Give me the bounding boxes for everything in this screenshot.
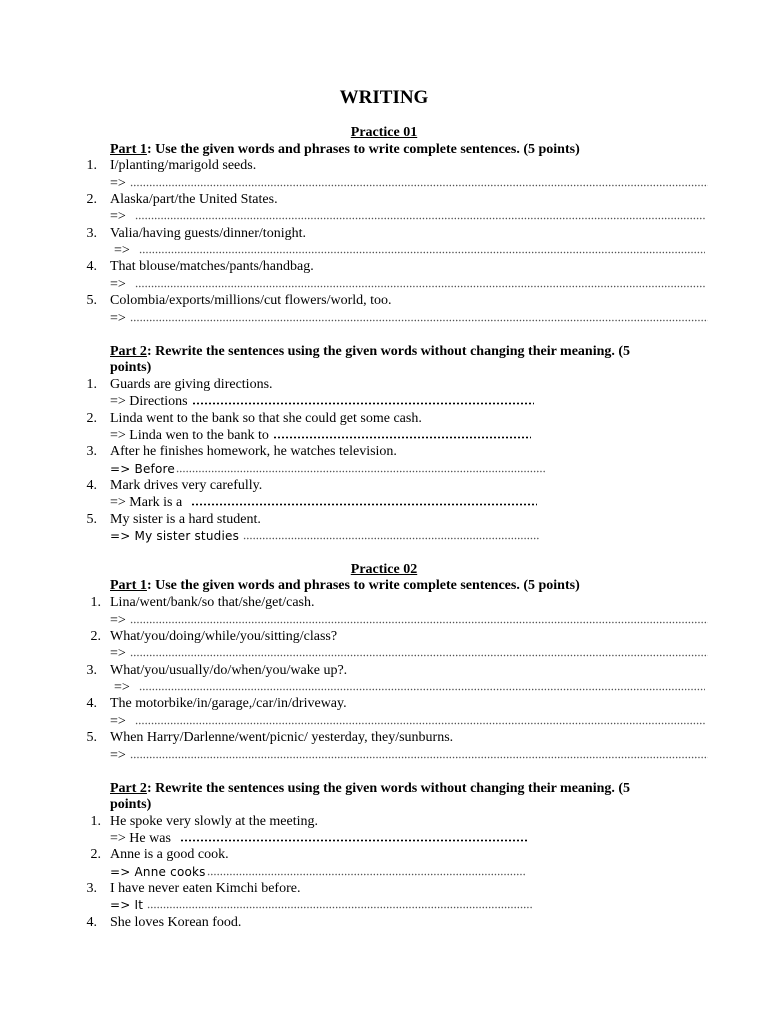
answer-line[interactable]: => [114, 679, 712, 696]
item-number: 5. [86, 730, 97, 745]
exercise-prompt: Mark drives very carefully. [110, 478, 263, 493]
exercise-prompt: When Harry/Darlenne/went/picnic/ yesterday, they/sunburns. [110, 730, 454, 745]
exercise-prompt: Lina/went/bank/so that/she/get/cash. [110, 595, 315, 610]
exercise-prompt: Guards are giving directions. [110, 377, 273, 392]
item-number: 5. [86, 512, 97, 527]
answer-line[interactable]: => [110, 276, 712, 293]
p2-part1-instruction: Part 1: Use the given words and phrases to write complete sentences. (5 points) [110, 578, 580, 593]
answer-line[interactable]: => [110, 208, 712, 225]
exercise-prompt: Alaska/part/the United States. [110, 192, 278, 207]
page-title: WRITING [339, 87, 429, 108]
item-number: 4. [86, 696, 97, 711]
item-number: 2. [86, 411, 97, 426]
answer-line[interactable]: => My sister studies [110, 528, 712, 545]
answer-line[interactable]: => [110, 747, 712, 764]
item-number: 2. [90, 629, 101, 644]
exercise-prompt: The motorbike/in/garage,/car/in/driveway. [110, 696, 347, 711]
item-number: 4. [86, 915, 97, 930]
item-number: 3. [86, 226, 97, 241]
answer-line[interactable]: => He was [110, 830, 712, 847]
item-number: 3. [86, 444, 97, 459]
exercise-prompt: What/you/doing/while/you/sitting/class? [110, 629, 338, 644]
exercise-prompt: He spoke very slowly at the meeting. [110, 814, 319, 829]
p2-part2-instruction: Part 2: Rewrite the sentences using the given words without changing their meaning. (5 [110, 781, 631, 796]
exercise-prompt: After he finishes homework, he watches television. [110, 444, 397, 459]
item-number: 1. [90, 595, 101, 610]
answer-line[interactable]: => [110, 175, 712, 192]
practice-02-heading: Practice 02 [350, 562, 418, 577]
answer-line[interactable]: => [114, 242, 712, 259]
exercise-prompt: I/planting/marigold seeds. [110, 158, 257, 173]
answer-line[interactable]: => Directions [110, 393, 712, 410]
exercise-prompt: Anne is a good cook. [110, 847, 229, 862]
exercise-prompt: I have never eaten Kimchi before. [110, 881, 301, 896]
exercise-prompt: Valia/having guests/dinner/tonight. [110, 226, 306, 241]
answer-line[interactable]: => [110, 645, 712, 662]
practice-01-heading: Practice 01 [350, 125, 418, 140]
item-number: 1. [86, 377, 97, 392]
answer-line[interactable]: => [110, 713, 712, 730]
p2-part2-instruction-cont: points) [110, 797, 152, 812]
item-number: 3. [86, 663, 97, 678]
exercise-prompt: That blouse/matches/pants/handbag. [110, 259, 314, 274]
p1-part2-instruction-cont: points) [110, 360, 152, 375]
exercise-prompt: Linda went to the bank so that she could get some cash. [110, 411, 422, 426]
exercise-prompt: She loves Korean food. [110, 915, 242, 930]
exercise-prompt: My sister is a hard student. [110, 512, 261, 527]
item-number: 1. [86, 158, 97, 173]
answer-line[interactable]: => Anne cooks [110, 864, 712, 881]
item-number: 2. [90, 847, 101, 862]
answer-line[interactable]: => Linda wen to the bank to [110, 427, 712, 444]
answer-line[interactable]: => [110, 310, 712, 327]
answer-line[interactable]: => Mark is a [110, 494, 712, 511]
item-number: 2. [86, 192, 97, 207]
exercise-prompt: What/you/usually/do/when/you/wake up?. [110, 663, 348, 678]
exercise-prompt: Colombia/exports/millions/cut flowers/world, too. [110, 293, 392, 308]
item-number: 4. [86, 478, 97, 493]
item-number: 5. [86, 293, 97, 308]
item-number: 1. [90, 814, 101, 829]
item-number: 3. [86, 881, 97, 896]
answer-line[interactable]: => It [110, 897, 712, 914]
p1-part2-instruction: Part 2: Rewrite the sentences using the given words without changing their meaning. (5 [110, 344, 631, 359]
item-number: 4. [86, 259, 97, 274]
answer-line[interactable]: => Before [110, 461, 712, 478]
answer-line[interactable]: => [110, 612, 712, 629]
p1-part1-instruction: Part 1: Use the given words and phrases to write complete sentences. (5 points) [110, 142, 580, 157]
